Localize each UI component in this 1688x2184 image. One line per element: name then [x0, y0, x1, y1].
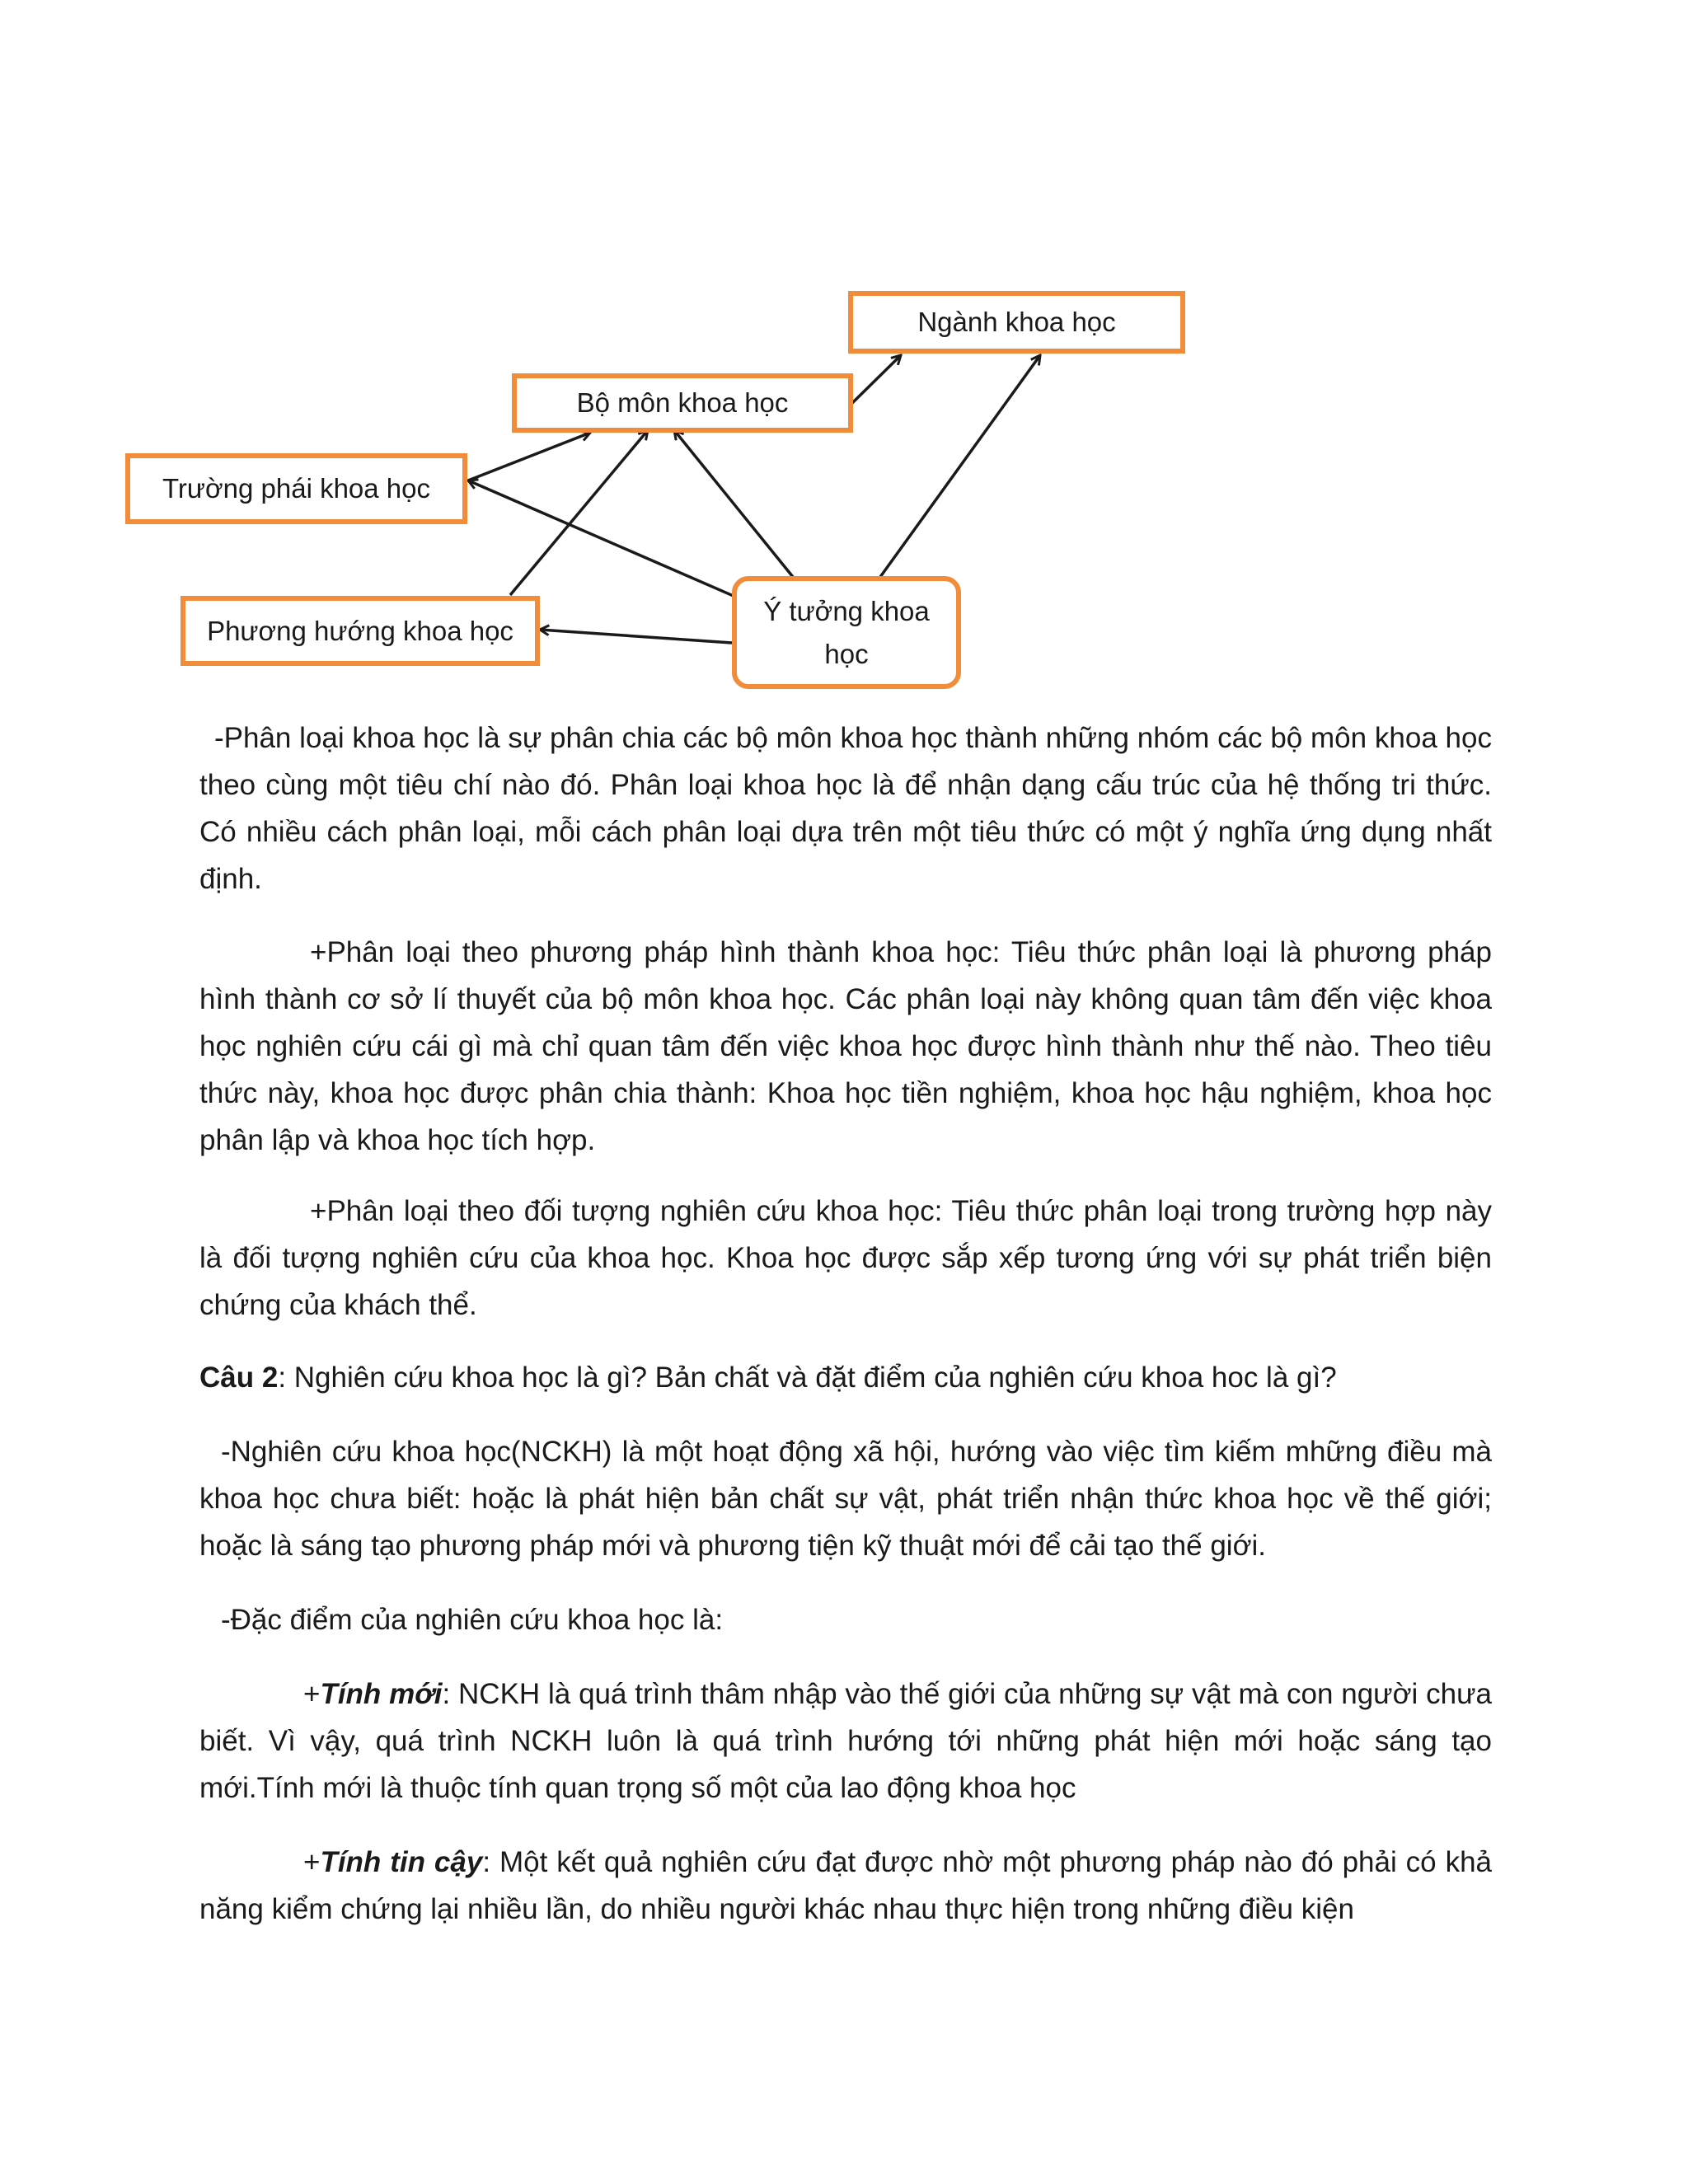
term-tinh-moi: Tính mới [320, 1678, 443, 1710]
arrow-ytuong-to-bomon [674, 430, 793, 577]
node-phuong-huong-khoa-hoc: Phương hướng khoa học [181, 596, 540, 666]
arrow-ytuong-to-nganh [880, 355, 1040, 577]
arrow-ytuong-to-phuonghuong [540, 630, 732, 643]
paragraph-phan-loai-khoa-hoc: -Phân loại khoa học là sự phân chia các bộ môn khoa học thành những nhóm các bộ môn khoa học theo cùng một tiêu chí nào đó. Phân loại khoa học là để nhận dạng cấu trúc của hệ thống tri thức. Có nhiều cách phân loại, mỗi cách phân loại dựa trên một tiêu thức có một ý nghĩa ứng dụng nhất định. [199, 722, 1492, 895]
paragraph-tinh-tin-cay: +Tính tin cậy: Một kết quả nghiên cứu đạt được nhờ một phương pháp nào đó phải có khả năng kiểm chứng lại nhiều lần, do nhiều người khác nhau thực hiện trong những điều kiện [199, 1846, 1493, 1925]
node-bo-mon-khoa-hoc: Bộ môn khoa học [512, 373, 853, 433]
arrow-bomon-to-nganh [851, 355, 901, 404]
paragraph-phan-loai-doi-tuong: +Phân loại theo đối tượng nghiên cứu khoa học: Tiêu thức phân loại trong trường hợp này là đối tượng nghiên cứu của khoa học. Khoa học được sắp xếp tương ứng với sự phát triển biện chứng của khách thể. [199, 1195, 1492, 1321]
question-cau-2 [199, 1354, 1492, 1401]
node-y-tuong-khoa-hoc: Ý tưởng khoa học [732, 576, 961, 689]
arrow-truongphai-to-bomon [468, 433, 590, 480]
paragraph-phan-loai-phuong-phap: +Phân loại theo phương pháp hình thành khoa học: Tiêu thức phân loại là phương pháp hình thành cơ sở lí thuyết của bộ môn khoa học. Các phân loại này không quan tâm đến việc khoa học nghiên cứu cái gì mà chỉ quan tâm đến việc khoa học được hình thành như thế nào. Theo tiêu thức này, khoa học được phân chia thành: Khoa học tiền nghiệm, khoa học hậu nghiệm, khoa học phân lập và khoa học tích hợp. [199, 936, 1492, 1156]
paragraph-nckh-definition: -Nghiên cứu khoa học(NCKH) là một hoạt động xã hội, hướng vào việc tìm kiếm mhững điều mà khoa học chưa biết: hoặc là phát hiện bản chất sự vật, phát triển nhận thức khoa học về thế giới; hoặc là sáng tạo phương pháp mới và phương tiện kỹ thuật mới để cải tạo thế giới. [199, 1436, 1492, 1562]
term-tinh-tin-cay: Tính tin cậy [320, 1846, 483, 1878]
question-label: Câu 2 [199, 1361, 279, 1394]
node-nganh-khoa-hoc: Ngành khoa học [848, 291, 1185, 354]
arrow-ytuong-to-truongphai [468, 480, 735, 597]
paragraph-tinh-moi: +Tính mới: NCKH là quá trình thâm nhập vào thế giới của những sự vật mà con người chưa biết. Vì vậy, quá trình NCKH luôn là quá trình hướng tới những phát hiện mới hoặc sáng tạo mới.Tính mới là thuộc tính quan trọng số một của lao động khoa học [199, 1678, 1492, 1804]
node-truong-phai-khoa-hoc: Trường phái khoa học [125, 453, 467, 524]
paragraph-dac-diem-heading: -Đặc điểm của nghiên cứu khoa học là: [221, 1604, 724, 1636]
question-text: : Nghiên cứu khoa học là gì? Bản chất và đặt điểm của nghiên cứu khoa hoc là gì? [278, 1361, 1337, 1394]
